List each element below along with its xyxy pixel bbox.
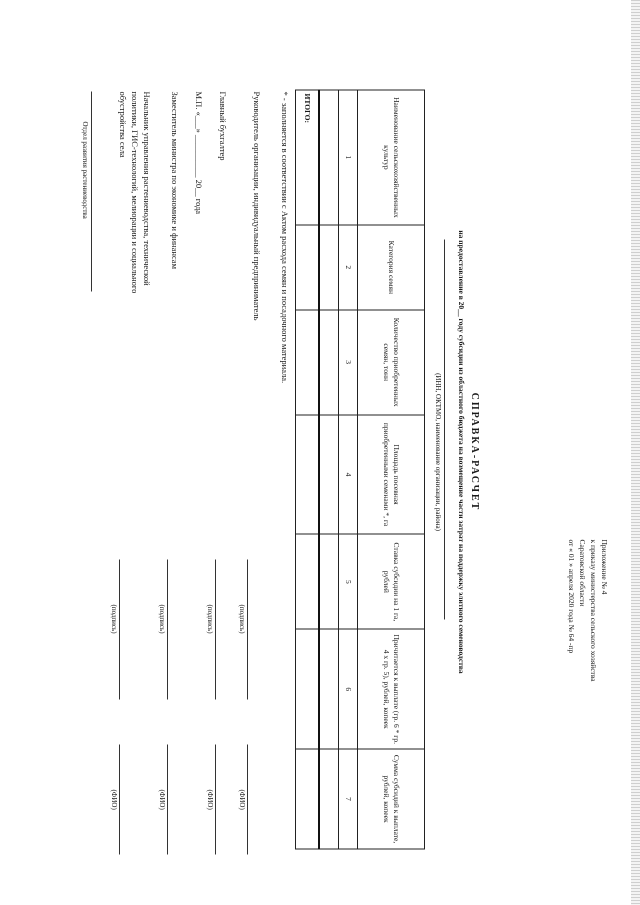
signature-caption: (подпись) — [158, 604, 166, 634]
fio-line — [215, 745, 216, 855]
deputy-minister-label: Заместитель министра по экономике и финансам — [170, 91, 180, 269]
table-header-cell: Категория семян — [358, 225, 425, 310]
department-head-line: Начальник управления растениеводства, технической — [142, 91, 152, 286]
column-number: 5 — [339, 534, 358, 629]
column-number: 4 — [339, 415, 358, 535]
fio-caption: (ФИО) — [238, 789, 246, 810]
table-cell — [319, 90, 339, 225]
table-cell — [319, 415, 339, 535]
document-title: СПРАВКА-РАСЧЕТ — [469, 392, 480, 512]
fio-caption: (ФИО) — [158, 789, 166, 810]
table-cell — [296, 749, 320, 849]
table-total-row — [296, 90, 320, 849]
department-head-line: политики, ГИС-технологий, мелиорации и социального — [130, 91, 140, 294]
fio-line — [119, 745, 120, 855]
table-row — [319, 90, 339, 849]
signature-line — [167, 560, 168, 700]
appendix-line: Саратовской области — [578, 539, 587, 607]
column-number: 1 — [339, 90, 358, 225]
fio-caption: (ФИО) — [110, 789, 118, 810]
signature-caption: (подпись) — [110, 604, 118, 634]
signature-line — [119, 560, 120, 700]
fio-line — [167, 745, 168, 855]
table-cell — [296, 534, 320, 629]
subsidy-table — [295, 90, 425, 850]
appendix-header — [566, 540, 610, 682]
signature-caption: (подпись) — [238, 604, 246, 634]
table-header-cell: Сумма субсидий к выплате, рублей, копеек — [358, 749, 425, 849]
stamp-date-line: М.П. «___» __________ 20__ года — [194, 91, 204, 215]
column-number: 7 — [339, 749, 358, 849]
department-underline — [91, 92, 92, 292]
fio-caption: (ФИО) — [206, 789, 214, 810]
table-cell — [319, 534, 339, 629]
table-cell — [296, 225, 320, 310]
footnote: * - заполняется в соответствии с Актом расхода семян и посадочного материала. — [280, 91, 290, 384]
column-number: 3 — [339, 310, 358, 415]
table-cell — [296, 310, 320, 415]
table-cell — [319, 749, 339, 849]
head-organization-label: Руководитель организации, индивидуальный предприниматель — [252, 91, 262, 321]
table-header-cell: Количество приобретенных семян, тонн — [358, 310, 425, 415]
signature-line — [215, 560, 216, 700]
table-cell — [296, 415, 320, 535]
table-cell — [319, 629, 339, 749]
signature-caption: (подпись) — [206, 604, 214, 634]
chief-accountant-label: Главный бухгалтер — [218, 91, 228, 161]
table-header-cell: Ставка субсидии на 1 га, рублей — [358, 534, 425, 629]
document-subtitle: на предоставление в 20__ году субсидии из областного бюджета на возмещение части затрат на поддержку элитного семеноводства — [457, 230, 466, 674]
table-cell — [296, 629, 320, 749]
column-number: 6 — [339, 629, 358, 749]
table-cell — [319, 310, 339, 415]
appendix-line: к приказу министерства сельского хозяйства — [589, 539, 598, 682]
total-label: ИТОГО: — [296, 90, 320, 225]
table-header-cell: Площадь посевная приобретенными семенами *, га — [358, 415, 425, 535]
inn-caption: (ИНН, ОКТМО, наименование организации, района) — [434, 373, 442, 531]
crop-department-caption: Отдел развития растениеводства — [81, 121, 89, 219]
table-header-cell: Наименование сельскохозяйственных культур — [358, 90, 425, 225]
fio-line — [247, 745, 248, 855]
table-cell — [319, 225, 339, 310]
table-header-row — [358, 90, 425, 849]
appendix-line: от « 01 » апреля 2020 года № 64 -пр — [567, 539, 576, 654]
appendix-line: Приложение № 4 — [600, 539, 609, 595]
department-head-line: обустройства села — [118, 91, 128, 158]
column-number: 2 — [339, 225, 358, 310]
table-number-row — [339, 90, 358, 849]
signature-line — [247, 560, 248, 700]
inn-underline — [444, 240, 445, 620]
table-header-cell: Причитается к выплате (гр. 6 * гр. 4 х гр. 5), рублей, копеек — [358, 629, 425, 749]
